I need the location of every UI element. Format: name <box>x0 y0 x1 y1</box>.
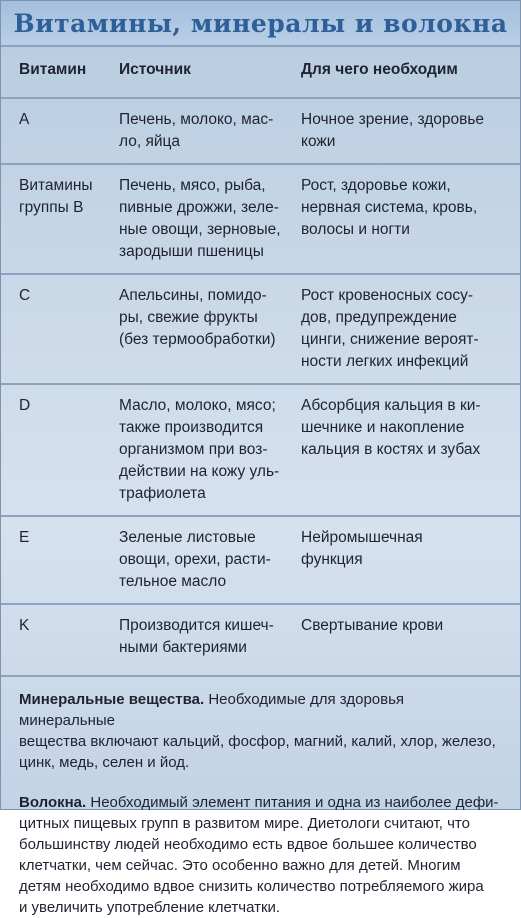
header-source: Источник <box>119 61 191 78</box>
purpose-cell-line: Нейромышечная <box>301 529 423 546</box>
fiber-line-4: детям необходимо вдвое снизить количество потребляемого жира <box>19 878 484 895</box>
source-cell-line: Масло, молоко, мясо; <box>119 397 276 414</box>
vitamin-cell <box>19 395 109 417</box>
purpose-cell-line: дов, предупреждение <box>301 309 457 326</box>
purpose-cell-line: кальция в костях и зубах <box>301 441 481 458</box>
vitamin-cell <box>19 285 109 307</box>
source-cell-line: тельное масло <box>119 573 227 590</box>
source-cell-line: ными бактериями <box>119 639 247 656</box>
source-cell-line: Печень, мясо, рыба, <box>119 177 266 194</box>
table-row <box>1 605 520 677</box>
purpose-cell <box>301 395 513 461</box>
fiber-line-2: большинству людей необходимо есть вдвое большее количество <box>19 836 477 853</box>
fiber-line-0: Необходимый элемент питания и одна из наиболее дефи- <box>86 794 499 811</box>
vitamin-cell-line: E <box>19 529 30 546</box>
source-cell-line: ры, свежие фрукты <box>119 309 258 326</box>
purpose-cell <box>301 175 513 241</box>
minerals-line-0: Необходимые для здоровья минеральные <box>19 691 405 729</box>
vitamins-table <box>1 47 520 677</box>
minerals-line-2: цинк, медь, селен и йод. <box>19 754 190 771</box>
purpose-cell-line: Свертывание крови <box>301 617 444 634</box>
table-row <box>1 385 520 517</box>
purpose-cell-line: функция <box>301 551 363 568</box>
vitamin-cell-line: C <box>19 287 31 304</box>
vitamin-cell <box>19 175 109 219</box>
title-bar <box>1 1 520 47</box>
vitamin-cell-line: D <box>19 397 31 414</box>
source-cell <box>119 527 297 593</box>
fiber-line-1: цитных пищевых групп в развитом мире. Диетологи считают, что <box>19 815 470 832</box>
purpose-cell-line: Рост кровеносных сосу- <box>301 287 474 304</box>
purpose-cell-line: кожи <box>301 133 336 150</box>
purpose-cell-line: Ночное зрение, здоровье <box>301 111 485 128</box>
minerals-line-1: вещества включают кальций, фосфор, магний, калий, хлор, железо, <box>19 733 496 750</box>
purpose-cell <box>301 527 513 571</box>
table-row <box>1 165 520 275</box>
source-cell-line: Апельсины, помидо- <box>119 287 267 304</box>
source-cell-line: действии на кожу уль- <box>119 463 280 480</box>
purpose-cell-line: волосы и ногти <box>301 221 410 238</box>
source-cell-line: ло, яйца <box>119 133 181 150</box>
purpose-cell-line: шечнике и накопление <box>301 419 465 436</box>
fiber-label: Волокна. <box>19 794 87 811</box>
purpose-cell-line: нервная система, кровь, <box>301 199 478 216</box>
table-header-row <box>1 47 520 99</box>
source-cell-line: Производится кишеч- <box>119 617 274 634</box>
fiber-line-5: и увеличить употребление клетчатки. <box>19 899 281 916</box>
vitamin-cell <box>19 527 109 549</box>
source-cell-line: ные овощи, зерновые, <box>119 221 281 238</box>
source-cell-line: трафиолета <box>119 485 206 502</box>
source-cell-line: Зеленые листовые <box>119 529 256 546</box>
fiber-line-3: клетчатки, чем сейчас. Это особенно важно для детей. Многим <box>19 857 461 874</box>
purpose-cell <box>301 615 513 637</box>
vitamin-cell <box>19 109 109 131</box>
source-cell-line: (без термообработки) <box>119 331 276 348</box>
vitamin-cell-line: A <box>19 111 30 128</box>
page-title: Витамины, минералы и волокна <box>13 8 508 38</box>
header-vitamin: Витамин <box>19 61 87 78</box>
notes-section <box>1 689 520 918</box>
source-cell-line: также производится <box>119 419 264 436</box>
fiber-paragraph <box>19 792 502 918</box>
source-cell <box>119 285 297 351</box>
vitamin-cell <box>19 615 109 637</box>
header-purpose: Для чего необходим <box>301 61 458 78</box>
purpose-cell-line: ности легких инфекций <box>301 353 469 370</box>
purpose-cell <box>301 285 513 373</box>
table-row <box>1 275 520 385</box>
purpose-cell-line: цинги, снижение вероят- <box>301 331 479 348</box>
source-cell-line: зародыши пшеницы <box>119 243 264 260</box>
vitamin-cell-line: K <box>19 617 30 634</box>
source-cell <box>119 109 297 153</box>
source-cell <box>119 615 297 659</box>
vitamin-cell-line: группы B <box>19 199 84 216</box>
source-cell-line: овощи, орехи, расти- <box>119 551 271 568</box>
purpose-cell-line: Абсорбция кальция в ки- <box>301 397 481 414</box>
table-row <box>1 99 520 165</box>
purpose-cell <box>301 109 513 153</box>
minerals-label: Минеральные вещества. <box>19 691 205 708</box>
table-row <box>1 517 520 605</box>
minerals-paragraph <box>19 689 502 773</box>
purpose-cell-line: Рост, здоровье кожи, <box>301 177 451 194</box>
vitamin-cell-line: Витамины <box>19 177 93 194</box>
source-cell-line: организмом при воз- <box>119 441 268 458</box>
source-cell-line: Печень, молоко, мас- <box>119 111 274 128</box>
source-cell-line: пивные дрожжи, зеле- <box>119 199 279 216</box>
source-cell <box>119 395 297 505</box>
source-cell <box>119 175 297 263</box>
